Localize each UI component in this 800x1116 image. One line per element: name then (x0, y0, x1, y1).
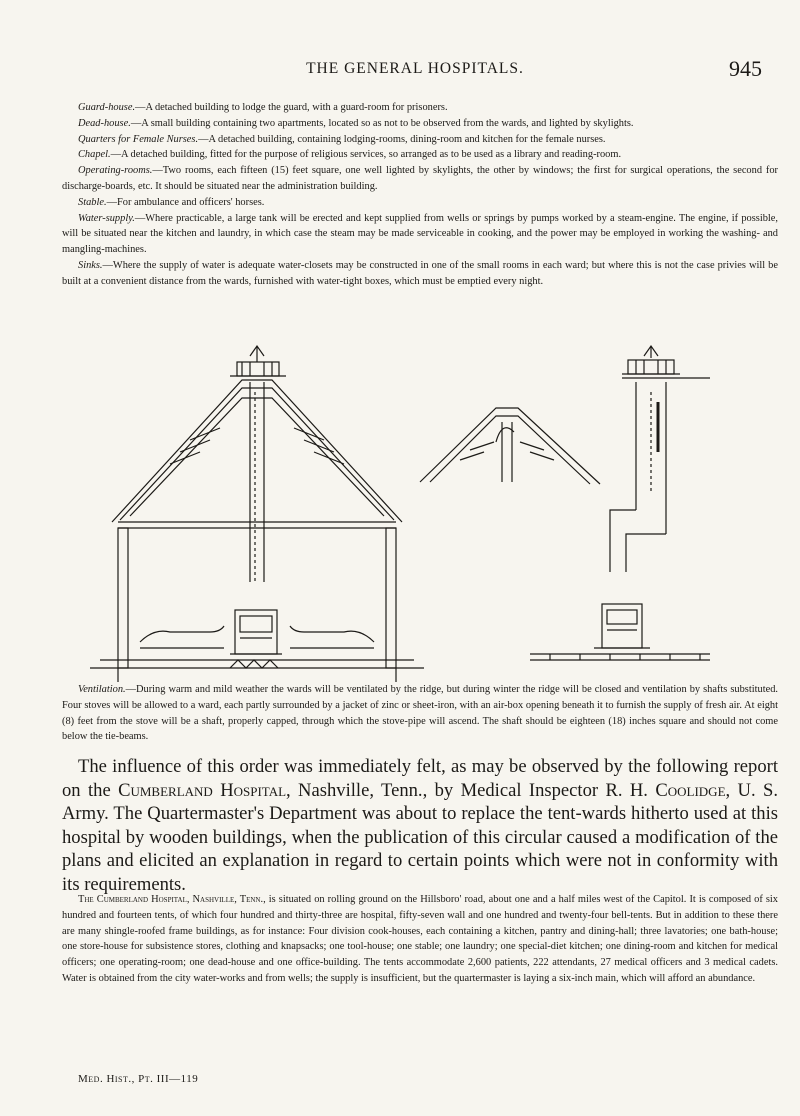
text-chapel: —A detached building, fitted for the purpose of religious services, so arranged as to be used as a library and reading-room. (110, 149, 622, 161)
top-paragraphs (62, 100, 778, 290)
intro-text-2: , Nashville, Tenn., by Medical Inspector R. H. (286, 779, 656, 801)
paragraph-guard-house (62, 100, 778, 116)
page-header (60, 56, 770, 84)
paragraph-cumberland (62, 892, 778, 987)
term-sinks: Sinks. (78, 259, 103, 271)
ridge-and-shaft-drawing (420, 346, 710, 660)
ventilation-paragraph (62, 682, 778, 745)
hospital-name: Cumberland Hospital (118, 779, 287, 801)
text-ventilation: —During warm and mild weather the wards will be ventilated by the ridge, but during winter the ridge will be closed and ventilation by shafts substituted. Four stoves will be allowed to a ward, each partly surrounded by a jacket of zinc or sheet-iron, with an air-box opening beneath it to furnish the supply of fresh air. At eight (8) feet from the stove will be a shaft, properly capped, through which the stove-pipe will ascend. The shaft should be eighteen (18) inches square and should not come below the tie-beams. (62, 684, 778, 743)
paragraph-operating-rooms (62, 163, 778, 195)
term-guard-house: Guard-house. (78, 102, 136, 113)
ward-cross-section-drawing (90, 346, 424, 682)
running-head: THE GENERAL HOSPITALS. (306, 60, 524, 77)
intro-text-1: The influence of this order was immediately felt, as may be observed by the following report on the (62, 756, 778, 801)
paragraph-ventilation (62, 682, 778, 745)
text-guard-house: —A detached building to lodge the guard, with a guard-room for prisoners. (135, 102, 448, 113)
text-stable: —For ambulance and officers' horses. (106, 196, 265, 208)
paragraph-female-nurses (62, 132, 778, 148)
paragraph-water-supply (62, 211, 778, 258)
text-operating-rooms: —Two rooms, each fifteen (15) feet square, one well lighted by skylights, the other by windows; the first for surgical operations, the second for discharge-boards, etc. It should be situated near the administration building. (62, 165, 778, 192)
report-lead: The Cumberland Hospital, Nashville, Tenn. (78, 894, 264, 905)
report-introduction (62, 755, 778, 896)
text-female-nurses: —A detached building, containing lodging-rooms, dining-room and kitchen for the female nurses. (198, 133, 606, 145)
page-number: 945 (729, 56, 762, 81)
text-water-supply: —Where practicable, a large tank will be erected and kept supplied from wells or springs by pumps worked by a steam-engine. The engine, if possible, will be situated near the kitchen and laundry, in which case the steam may be made serviceable in cooking, and the power may be employed in working the washing- and mangling-machines. (62, 212, 778, 256)
ward-section-drawings (90, 342, 710, 682)
paragraph-chapel (62, 147, 778, 163)
term-stable: Stable. (78, 196, 107, 208)
term-water-supply: Water-supply. (78, 212, 135, 224)
term-ventilation: Ventilation. (78, 684, 126, 695)
ventilation-figure (90, 342, 710, 682)
paragraph-introduction (62, 755, 778, 896)
term-dead-house: Dead-house. (78, 117, 131, 129)
report-text: , is situated on rolling ground on the Hillsboro' road, about one and a half miles west of the Capitol. It is composed of six hundred and fourteen tents, of which four hundred and thirty-three are hospital, fifty-seven wall and one hundred and twenty-four bell-tents. But in addition to these there are many shingle-roofed frame buildings, as for instance: Four division cook-houses, each containing a kitchen, pantry and dining-hall; three lavatories; one bath-house; one store-house for subsistence stores, clothing and knapsacks; one tool-house; one stable; one laundry; one special-diet kitchen; one dining-room and kitchen for medical officers; one operating-room; one dead-house and one office-building. The tents accommodate 2,600 patients, 222 attendants, 27 medical officers and 3 medical cadets. Water is obtained from the city water-works and from wells; the supply is insufficient, but the quartermaster is laying a six-inch main, which will afford an abundance. (62, 894, 778, 984)
signature-mark: Med. Hist., Pt. III—119 (78, 1073, 199, 1085)
paragraph-stable (62, 195, 778, 211)
hospital-report-paragraph (62, 892, 778, 987)
paragraph-dead-house (62, 116, 778, 132)
term-female-nurses: Quarters for Female Nurses. (78, 133, 199, 145)
intro-text-3: , U. S. Army. The Quartermaster's Department was about to replace the tent-wards hitherto used at this hospital by wooden buildings, when the publication of this circular caused a modification of the plans and elicited an explanation in regard to certain points which were not in conformity with its requirements. (62, 779, 778, 895)
term-chapel: Chapel. (78, 149, 111, 161)
text-dead-house: —A small building containing two apartments, located so as not to be observed from the wards, and lighted by skylights. (130, 117, 634, 129)
inspector-name: Coolidge (655, 779, 726, 801)
term-operating-rooms: Operating-rooms. (78, 165, 153, 177)
paragraph-sinks (62, 258, 778, 290)
text-sinks: —Where the supply of water is adequate water-closets may be constructed in one of the small rooms in each ward; but where this is not the case privies will be built at a convenient distance from the wards, furnished with water-tight boxes, which must be emptied every night. (62, 259, 778, 287)
